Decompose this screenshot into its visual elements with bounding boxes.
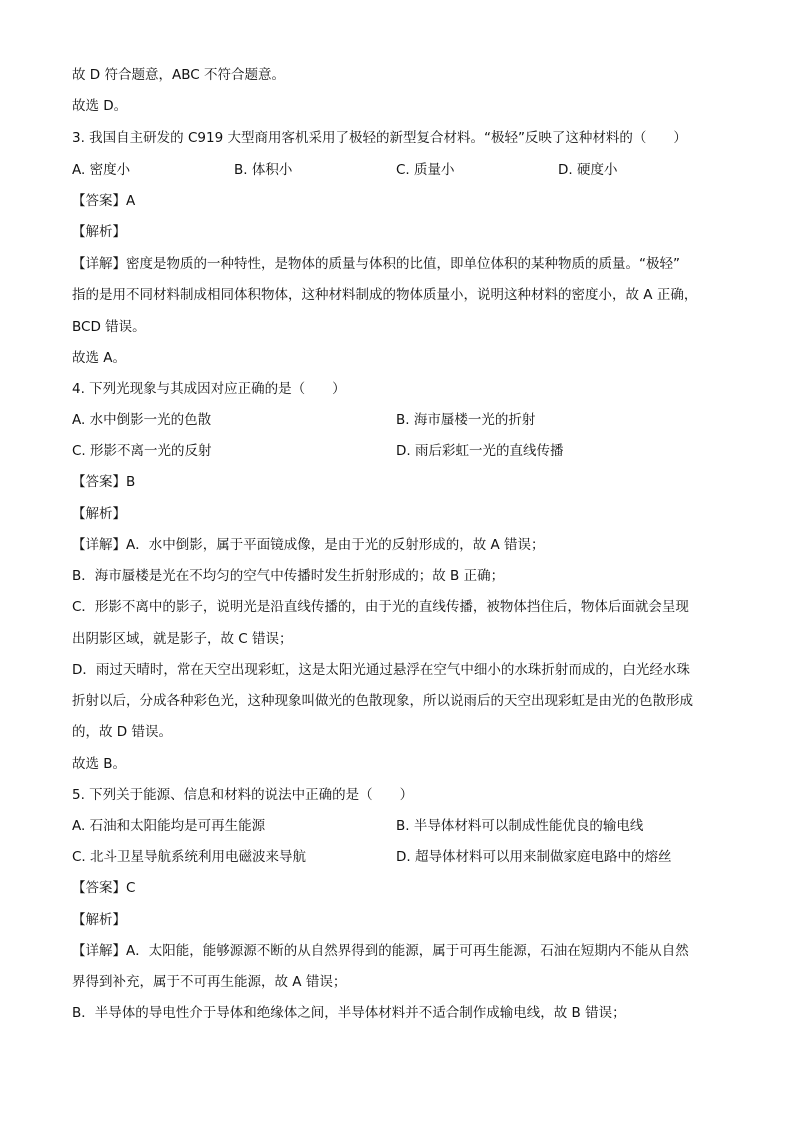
final-choice: 故选 A。 (72, 350, 127, 366)
question-3-options (72, 161, 732, 179)
question-4-options-row-1 (72, 411, 732, 429)
question-4-options-row-2 (72, 442, 732, 460)
option-d: D. 超导体材料可以用来制做家庭电路中的熔丝 (396, 849, 672, 865)
explanation-text: 【详解】A．太阳能，能够源源不断的从自然界得到的能源，属于可再生能源，石油在短期内不能从自然 (72, 943, 689, 959)
analysis-label: 【解析】 (72, 224, 126, 240)
option-d: D. 雨后彩虹一光的直线传播 (396, 443, 564, 459)
text-line: 故选 D。 (72, 98, 128, 114)
analysis-label: 【解析】 (72, 506, 126, 522)
option-b: B. 半导体材料可以制成性能优良的输电线 (396, 818, 644, 834)
explanation-text: BCD 错误。 (72, 319, 146, 335)
option-c: C. 质量小 (396, 162, 455, 178)
question-5-options-row-2 (72, 848, 732, 866)
option-d: D. 硬度小 (558, 162, 618, 178)
explanation-text: 界得到补充，属于不可再生能源，故 A 错误； (72, 974, 347, 990)
answer-label: 【答案】C (72, 880, 136, 896)
final-choice: 故选 B。 (72, 756, 127, 772)
explanation-text: 的，故 D 错误。 (72, 724, 172, 740)
question-5-stem: 5. 下列关于能源、信息和材料的说法中正确的是（ ） (72, 787, 414, 803)
option-a: A. 密度小 (72, 162, 131, 178)
question-5-options-row-1 (72, 817, 732, 835)
question-4-stem: 4. 下列光现象与其成因对应正确的是（ ） (72, 381, 346, 397)
explanation-text: 【详解】A．水中倒影，属于平面镜成像，是由于光的反射形成的，故 A 错误； (72, 537, 545, 553)
explanation-text: C．形影不离中的影子，说明光是沿直线传播的，由于光的直线传播，被物体挡住后，物体后面就会呈现 (72, 599, 689, 615)
explanation-text: 折射以后，分成各种彩色光，这种现象叫做光的色散现象，所以说雨后的天空出现彩虹是由光的色散形成 (72, 693, 693, 709)
option-c: C. 北斗卫星导航系统利用电磁波来导航 (72, 849, 307, 865)
analysis-label: 【解析】 (72, 912, 126, 928)
answer-label: 【答案】B (72, 474, 136, 490)
explanation-text: D．雨过天晴时，常在天空出现彩虹，这是太阳光通过悬浮在空气中细小的水珠折射而成的，白光经水珠 (72, 662, 690, 678)
option-b: B. 海市蜃楼一光的折射 (396, 412, 536, 428)
option-a: A. 石油和太阳能均是可再生能源 (72, 818, 266, 834)
explanation-text: 出阴影区域，就是影子，故 C 错误； (72, 631, 293, 647)
explanation-text: B．海市蜃楼是光在不均匀的空气中传播时发生折射形成的；故 B 正确； (72, 568, 505, 584)
option-c: C. 形影不离一光的反射 (72, 443, 212, 459)
explanation-text: 【详解】密度是物质的一种特性，是物体的质量与体积的比值，即单位体积的某种物质的质量。“极轻” (72, 256, 680, 272)
option-a: A. 水中倒影一光的色散 (72, 412, 212, 428)
option-b: B. 体积小 (234, 162, 293, 178)
question-3-stem: 3. 我国自主研发的 C919 大型商用客机采用了极轻的新型复合材料。“极轻”反映了这种材料的（ ） (72, 130, 687, 146)
answer-label: 【答案】A (72, 193, 136, 209)
explanation-text: B．半导体的导电性介于导体和绝缘体之间，半导体材料并不适合制作成输电线，故 B 错误； (72, 1005, 626, 1021)
explanation-text: 指的是用不同材料制成相同体积物体，这种材料制成的物体质量小，说明这种材料的密度小，故 A 正确， (72, 287, 698, 303)
text-line: 故 D 符合题意，ABC 不符合题意。 (72, 67, 285, 83)
